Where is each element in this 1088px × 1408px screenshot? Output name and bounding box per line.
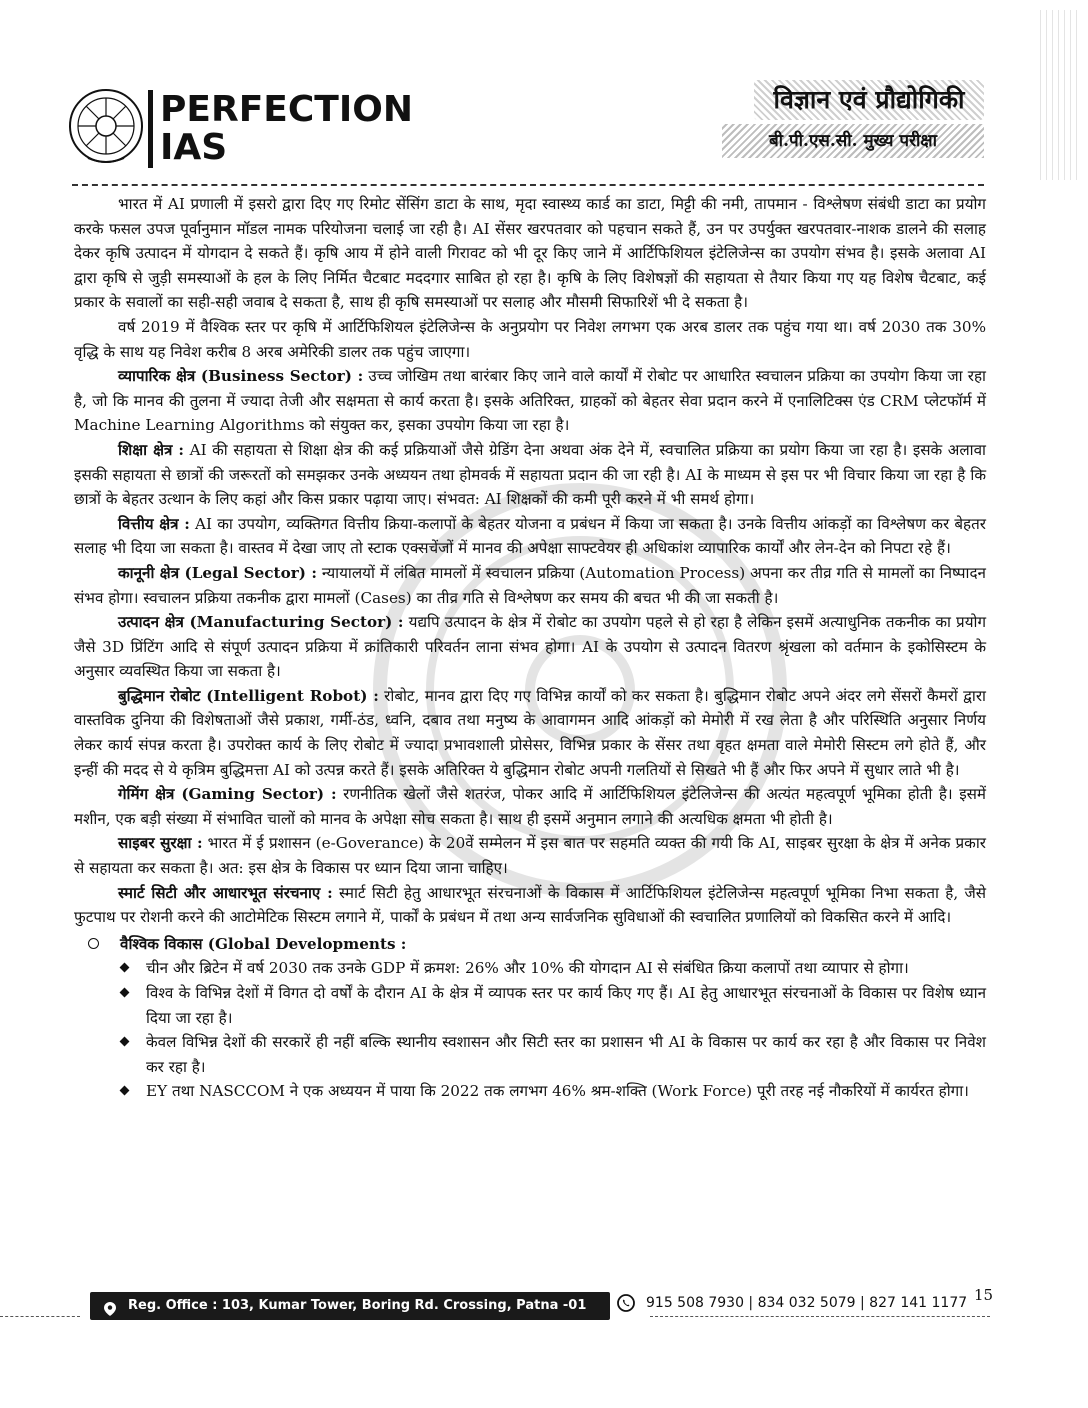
paragraph-heading: उत्पादन क्षेत्र (Manufacturing Sector) : xyxy=(118,613,404,632)
paragraph-text: रणनीतिक खेलों जैसे शतरंज, पोकर आदि में आर्टिफिशियल इंटेलिजेन्स की अत्यंत महत्वपूर्ण भूमिका होती है। इसमें मशीन, एक बड़ी संख्या में संभावित चालों को मानव के अपेक्षा सोच सकता है। साथ ही इसमें अनुमान लगाने की अत्यधिक क्षमता भी होती है। xyxy=(74,785,986,828)
whatsapp-phone-icon xyxy=(616,1293,636,1313)
paragraph-heading: स्मार्ट सिटी और आधारभूत संरचनाए : xyxy=(118,883,333,902)
paragraph xyxy=(74,561,986,610)
paragraph xyxy=(74,438,986,512)
paragraph xyxy=(74,881,986,930)
global-bullet-list xyxy=(74,956,986,1104)
emblem-seal-icon xyxy=(66,84,146,168)
list-item-text: EY तथा NASCCOM ने एक अध्ययन में पाया कि 2022 तक लगभग 46% श्रम-शक्ति (Work Force) पूरी तरह नई नौकरियों में कार्यरत होगा। xyxy=(146,1082,969,1101)
paragraph xyxy=(74,192,986,315)
list-item xyxy=(146,981,986,1030)
paragraph-text: वर्ष 2019 में वैश्विक स्तर पर कृषि में आर्टिफिशियल इंटेलिजेन्स के अनुप्रयोग पर निवेश लगभग एक अरब डालर तक पहुंच गया था। वर्ष 2030 तक 30% वृद्धि के साथ यह निवेश करीब 8 अरब अमेरिकी डालर तक पहुंच जाएगा। xyxy=(74,317,986,361)
brand-divider xyxy=(148,90,153,168)
header-rule xyxy=(72,184,984,186)
list-item xyxy=(146,1079,986,1104)
brand-name xyxy=(160,89,413,168)
paragraph-text: रोबोट, मानव द्वारा दिए गए विभिन्न कार्यों को कर सकता है। बुद्धिमान रोबोट अपने अंदर लगे सेंसरों कैमरों द्वारा वास्तविक दुनिया की विशेषताओं जैसे प्रकाश, गर्मी-ठंड, ध्वनि, दबाव तथा मनुष्य के आवागमन आदि आंकड़ों को मेमोरी में रख लेता है और परिस्थिति अनुसार निर्णय लेकर कार्य संपन्न करता है। उपरोक्त कार्य के लिए रोबोट में ज्यादा प्रभावशाली प्रोसेसर, विभिन्न प्रकार के सेंसर तथा वृहत क्षमता वाले मेमोरी सिस्टम लगे होते हैं, और इन्हीं की मदद से ये कृत्रिम बुद्धिमत्ता AI को उत्पन्न करते हैं। इसके अतिरिक्त ये बुद्धिमान रोबोट अपनी गलतियों से सिखते भी हैं और फिर अपने में सुधार लाते भी है। xyxy=(74,686,986,779)
diamond-bullet-icon xyxy=(120,988,130,998)
exam-label: बी.पी.एस.सी. मुख्य परीक्षा xyxy=(722,124,984,158)
paragraph-heading: शिक्षा क्षेत्र : xyxy=(118,440,185,459)
paragraph xyxy=(74,610,986,684)
paragraph-heading: कानूनी क्षेत्र (Legal Sector) : xyxy=(118,563,317,582)
paragraph-heading: व्यापारिक क्षेत्र (Business Sector) : xyxy=(118,367,364,386)
list-item-text: चीन और ब्रिटेन में वर्ष 2030 तक उनके GDP में क्रमश: 26% और 10% की योगदान AI से संबंधित क्रिया कलापों तथा व्यापार से होगा। xyxy=(146,959,909,978)
footer-address: Reg. Office : 103, Kumar Tower, Boring Rd. Crossing, Patna -01 xyxy=(128,1298,587,1313)
footer-rule-left xyxy=(0,1316,80,1317)
diamond-bullet-icon xyxy=(120,1037,130,1047)
list-item xyxy=(146,956,986,981)
list-item-text: विश्व के विभिन्न देशों में विगत दो वर्षों के दौरान AI के क्षेत्र में व्यापक स्तर पर कार्य किए गए हैं। AI हेतु आधारभूत संरचनाओं के विकास पर विशेष ध्यान दिया जा रहा है। xyxy=(146,984,986,1027)
diamond-bullet-icon xyxy=(120,963,130,973)
footer-rule-right xyxy=(650,1316,990,1317)
global-developments-title xyxy=(74,932,986,957)
paragraph xyxy=(74,831,986,880)
paragraph xyxy=(74,512,986,561)
paragraph xyxy=(74,315,986,364)
list-item-text: केवल विभिन्न देशों की सरकारें ही नहीं बल्कि स्थानीय स्वशासन और सिटी स्तर का प्रशासन भी AI के विकास पर कार्य कर रहा है और विकास पर निवेश कर रहा है। xyxy=(146,1033,986,1076)
paragraph-text: उच्च जोखिम तथा बारंबार किए जाने वाले कार्यों में रोबोट पर आधारित स्वचालन प्रक्रिया का उपयोग किया जा रहा है, जो कि मानव की तुलना में ज्यादा तेजी और सक्षमता से कार्य करता है। इसके अतिरिक्त, ग्राहकों को बेहतर सेवा प्रदान करने में एनालिटिक्स एंड CRM प्लेटफॉर्म में Machine Learning Algorithms को संयुक्त कर, इसका उपयोग किया जा रहा है। xyxy=(74,367,986,435)
paragraph-text: AI की सहायता से शिक्षा क्षेत्र की कई प्रक्रियाओं जैसे ग्रेडिंग देना अथवा अंक देने में, स्वचालित प्रक्रिया का प्रयोग किया जा रहा है। इसके अलावा इसकी सहायता से छात्रों की जरूरतों को समझकर उनके अध्ययन तथा होमवर्क में सहायता प्रदान की जा रही है। AI के माध्यम से इस पर भी विचार किया जा रहा है कि छात्रों के बेहतर उत्थान के लिए कहां और किस प्रकार पढ़ाया जाए। संभवत: AI शिक्षकों की कमी पूरी करने में भी समर्थ होगा। xyxy=(74,440,986,509)
paragraph-heading: साइबर सुरक्षा : xyxy=(118,834,203,853)
paragraph-heading: गेमिंग क्षेत्र (Gaming Sector) : xyxy=(118,785,337,804)
paragraph-text: AI का उपयोग, व्यक्तिगत वित्तीय क्रिया-कलापों के बेहतर योजना व प्रबंधन में किया जा सकता है। उनके वित्तीय आंकड़ों का विश्लेषण कर बेहतर सलाह भी दिया जा सकता है। वास्तव में देखा जाए तो स्टाक एक्सचेंजों में मानव की अपेक्षा साफ्टवेयर ही अधिकांश व्यापारिक कार्यों और लेन-देन को निपटा रहे हैं। xyxy=(74,514,986,558)
paragraph xyxy=(74,684,986,782)
brand-line2: IAS xyxy=(160,127,228,168)
main-content xyxy=(74,192,986,1104)
global-developments xyxy=(74,932,986,1104)
paragraph-text: न्यायालयों में लंबित मामलों में स्वचालन प्रक्रिया (Automation Process) अपना कर तीव्र गति से मामलों का निष्पादन संभव होगा। स्वचालन प्रक्रिया तकनीक द्वारा मामलों (Cases) का तीव्र गति से विश्लेषण कर समय की बचत भी की जा सकती है। xyxy=(74,563,986,607)
paragraph-heading: वित्तीय क्षेत्र : xyxy=(118,514,190,533)
paragraph-text: भारत में AI प्रणाली में इसरो द्वारा दिए गए रिमोट सेंसिंग डाटा के साथ, मृदा स्वास्थ्य कार्ड का डाटा, मिट्टी की नमी, तापमान - विश्लेषण संबंधी डाटा का प्रयोग करके फसल उपज पूर्वानुमान मॉडल नामक परियोजना चलाई जा रही है। AI सेंसर खरपतवार को पहचान सकते हैं, उन पर उपर्युक्त खरपतवार-नाशक डालने की सलाह देकर कृषि उत्पादन में योगदान दे सकते हैं। कृषि आय में होने वाली गिरावट को भी दूर किए जाने में आर्टिफिशियल इंटेलिजेन्स का उपयोग संभव है। इसके अलावा AI द्वारा कृषि से जुड़ी समस्याओं के हल के लिए निर्मित चैटबाट मददगार साबित हो रहा है। कृषि के लिए विशेषज्ञों की सहायता से तैयार किया गए यह विशेष चैटबाट, कई प्रकार के सवालों का सही-सही जवाब दे सकता है, साथ ही कृषि समस्याओं पर सलाह और मौसमी सिफारिशें भी दे सकता है। xyxy=(74,195,986,312)
paragraph-heading: बुद्धिमान रोबोट (Intelligent Robot) : xyxy=(118,686,379,705)
paragraph xyxy=(74,782,986,831)
global-title-text: वैश्विक विकास (Global Developments : xyxy=(120,934,407,953)
diamond-bullet-icon xyxy=(120,1086,130,1096)
subject-title: विज्ञान एवं प्रौद्योगिकी xyxy=(754,80,984,120)
paragraph xyxy=(74,364,986,438)
paragraph-text: यद्यपि उत्पादन के क्षेत्र में रोबोट का उपयोग पहले से हो रहा है लेकिन इसमें अत्याधुनिक तकनीक का प्रयोग जैसे 3D प्रिंटिंग आदि से संपूर्ण उत्पादन प्रक्रिया में क्रांतिकारी परिवर्तन लाना संभव होगा। AI के उपयोग से उत्पादन वितरण श्रृंखला को वर्तमान के इकोसिस्टम के अनुसार व्यवस्थित किया जा सकता है। xyxy=(74,613,986,681)
location-pin-icon xyxy=(104,1299,116,1311)
circle-bullet-icon xyxy=(88,938,99,949)
footer-phones: 915 508 7930 | 834 032 5079 | 827 141 1177 xyxy=(646,1295,968,1311)
page-number: 15 xyxy=(974,1286,994,1304)
scan-noise xyxy=(1040,10,1080,180)
paragraph-text: स्मार्ट सिटी हेतु आधारभूत संरचनाओं के विकास में आर्टिफिशियल इंटेलिजेन्स महत्वपूर्ण भूमिका निभा सकता है, जैसे फुटपाथ पर रोशनी करने की आटोमेटिक सिस्टम लगाने में, पार्कों के प्रबंधन में तथा अन्य सार्वजनिक सुविधाओं की स्वचालित प्रणालियों को विकसित करने में आदि। xyxy=(74,883,986,927)
paragraph-text: भारत में ई प्रशासन (e-Goverance) के 20वें सम्मेलन में इस बात पर सहमति व्यक्त की गयी कि AI, साइबर सुरक्षा के क्षेत्र में अनेक प्रकार से सहायता कर सकता है। अत: इस क्षेत्र के विकास पर ध्यान दिया जाना चाहिए। xyxy=(74,834,986,878)
list-item xyxy=(146,1030,986,1079)
footer-address-bar xyxy=(90,1292,610,1320)
brand-line1: PERFECTION xyxy=(160,89,413,130)
